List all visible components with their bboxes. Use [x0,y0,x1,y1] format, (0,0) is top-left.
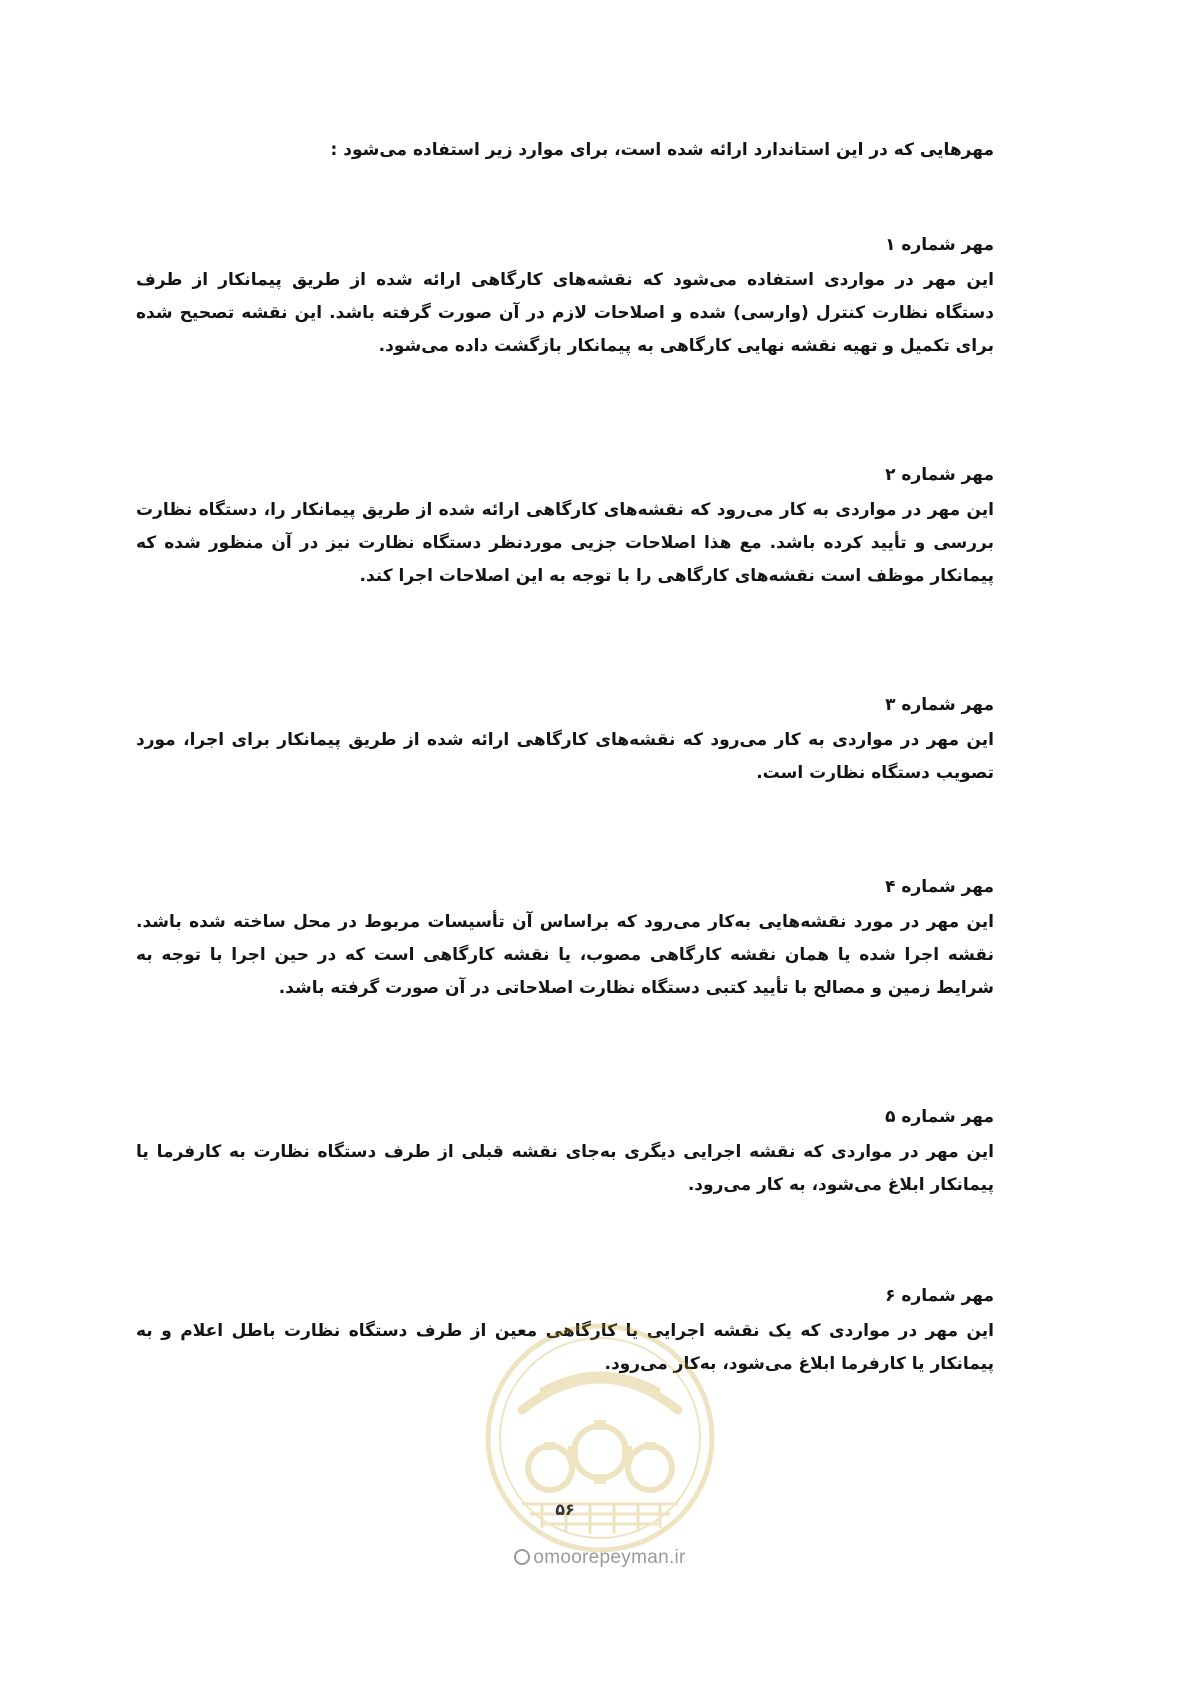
section-title: مهر شماره ۱ [885,235,994,255]
section-body: این مهر در مواردی که یک نقشه اجرایی یا کارگاهی معین از طرف دستگاه نظارت باطل اعلام و به پیمانکار یا کارفرما ابلاغ می‌شود، به‌کار می‌رود. [136,1321,994,1374]
section-title: مهر شماره ۲ [885,465,994,485]
section-body: این مهر در مواردی استفاده می‌شود که نقشه‌های کارگاهی ارائه شده از طریق پیمانکار از طرف دستگاه نظارت کنترل (وارسی) شده و اصلاحات لازم در آن صورت گرفته باشد. این نقشه تصحیح شده برای تکمیل و تهیه نقشه نهایی کارگاهی به پیمانکار بازگشت داده می‌شود. [136,270,994,356]
stamp-section-2 [136,460,994,593]
section-title: مهر شماره ۴ [885,877,994,897]
stamp-section-1 [136,230,994,363]
watermark-url-text: omoorepeyman.ir [533,1547,686,1568]
section-title: مهر شماره ۳ [885,695,994,715]
section-title: مهر شماره ۶ [885,1286,994,1306]
section-body: این مهر در مواردی به کار می‌رود که نقشه‌های کارگاهی ارائه شده از طریق پیمانکار را، دستگاه نظارت بررسی و تأیید کرده باشد. مع هذا اصلاحات جزیی موردنظر دستگاه نظارت نیز در آن منظور شده که پیمانکار موظف است نقشه‌های کارگاهی را با توجه به این اصلاحات اجرا کند. [136,500,994,586]
stamp-section-5 [136,1102,994,1202]
section-body: این مهر در مورد نقشه‌هایی به‌کار می‌رود که براساس آن تأسیسات مربوط در محل ساخته شده باشد. نقشه اجرا شده یا همان نقشه کارگاهی مصوب، یا نقشه کارگاهی است که در حین اجرا با توجه به شرایط زمین و مصالح با تأیید کتبی دستگاه نظارت اصلاحاتی در آن صورت گرفته باشد. [136,912,994,998]
section-body: این مهر در مواردی به کار می‌رود که نقشه‌های کارگاهی ارائه شده از طریق پیمانکار برای اجرا، مورد تصویب دستگاه نظارت است. [136,730,994,783]
at-icon [514,1549,530,1565]
intro-paragraph: مهرهایی که در این استاندارد ارائه شده است، برای موارد زیر استفاده می‌شود : [330,140,994,160]
section-title: مهر شماره ۵ [885,1107,994,1127]
page-number: ۵۶ [555,1500,575,1519]
stamp-section-4 [136,872,994,1005]
watermark-url [490,1547,710,1569]
stamp-section-3 [136,690,994,790]
stamp-section-6 [136,1281,994,1381]
section-body: این مهر در مواردی که نقشه اجرایی دیگری به‌جای نقشه قبلی از طرف دستگاه نظارت به کارفرما یا پیمانکار ابلاغ می‌شود، به کار می‌رود. [136,1142,994,1195]
